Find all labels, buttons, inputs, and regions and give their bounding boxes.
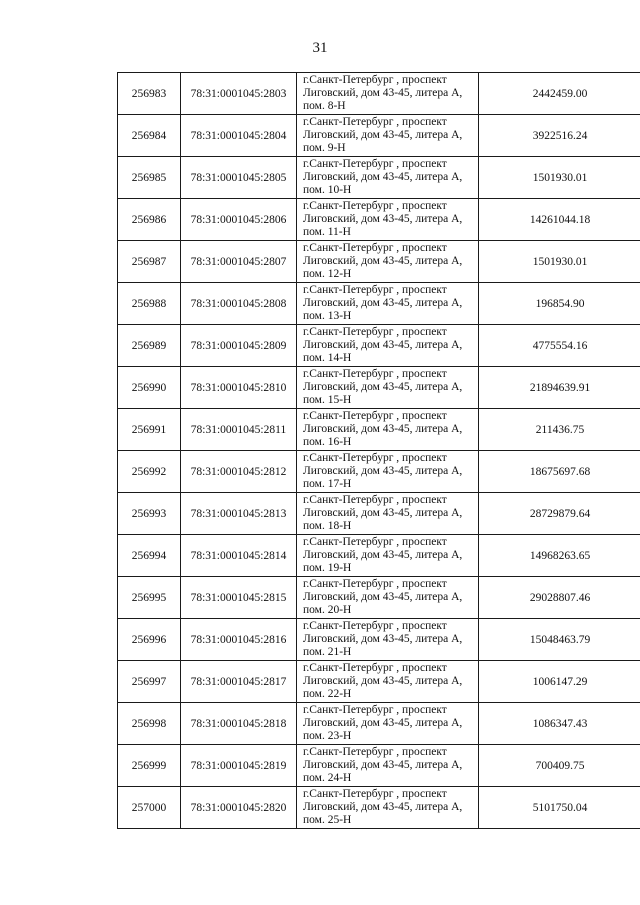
cadastral-number: 78:31:0001045:2803 <box>181 73 297 115</box>
record-number: 256995 <box>118 577 181 619</box>
address-line-1: г.Санкт-Петербург , проспект <box>303 578 447 590</box>
address-line-3: пом. 24-Н <box>303 772 352 784</box>
table-row <box>118 199 640 241</box>
address-line-2: Лиговский, дом 43-45, литера А, <box>303 759 463 771</box>
cadastral-value: 2442459.00 <box>479 73 640 115</box>
record-number: 256991 <box>118 409 181 451</box>
property-address <box>297 661 479 703</box>
address-line-1: г.Санкт-Петербург , проспект <box>303 368 447 380</box>
cadastral-number: 78:31:0001045:2815 <box>181 577 297 619</box>
address-line-2: Лиговский, дом 43-45, литера А, <box>303 255 463 267</box>
cadastral-value: 196854.90 <box>479 283 640 325</box>
cadastral-value: 15048463.79 <box>479 619 640 661</box>
address-line-3: пом. 19-Н <box>303 562 352 574</box>
property-address <box>297 703 479 745</box>
cadastral-number: 78:31:0001045:2819 <box>181 745 297 787</box>
cadastral-value: 18675697.68 <box>479 451 640 493</box>
table-row <box>118 577 640 619</box>
table-row <box>118 409 640 451</box>
cadastral-value: 1006147.29 <box>479 661 640 703</box>
record-number: 256998 <box>118 703 181 745</box>
address-line-3: пом. 17-Н <box>303 478 352 490</box>
table-row <box>118 661 640 703</box>
address-line-1: г.Санкт-Петербург , проспект <box>303 410 447 422</box>
property-address <box>297 157 479 199</box>
cadastral-value: 1501930.01 <box>479 157 640 199</box>
address-line-3: пом. 12-Н <box>303 268 352 280</box>
cadastral-value: 21894639.91 <box>479 367 640 409</box>
cadastral-number: 78:31:0001045:2807 <box>181 241 297 283</box>
record-number: 256997 <box>118 661 181 703</box>
address-line-3: пом. 14-Н <box>303 352 352 364</box>
record-number: 256988 <box>118 283 181 325</box>
address-line-2: Лиговский, дом 43-45, литера А, <box>303 87 463 99</box>
cadastral-number: 78:31:0001045:2810 <box>181 367 297 409</box>
address-line-1: г.Санкт-Петербург , проспект <box>303 74 447 86</box>
address-line-1: г.Санкт-Петербург , проспект <box>303 452 447 464</box>
property-address <box>297 199 479 241</box>
address-line-2: Лиговский, дом 43-45, литера А, <box>303 381 463 393</box>
property-address <box>297 283 479 325</box>
address-line-2: Лиговский, дом 43-45, литера А, <box>303 171 463 183</box>
property-address <box>297 409 479 451</box>
address-line-3: пом. 20-Н <box>303 604 352 616</box>
address-line-1: г.Санкт-Петербург , проспект <box>303 284 447 296</box>
address-line-3: пом. 15-Н <box>303 394 352 406</box>
record-number: 256996 <box>118 619 181 661</box>
address-line-2: Лиговский, дом 43-45, литера А, <box>303 339 463 351</box>
table-row <box>118 787 640 829</box>
address-line-3: пом. 10-Н <box>303 184 352 196</box>
record-number: 256987 <box>118 241 181 283</box>
record-number: 256983 <box>118 73 181 115</box>
record-number: 256989 <box>118 325 181 367</box>
property-table-body <box>118 73 640 829</box>
address-line-2: Лиговский, дом 43-45, литера А, <box>303 507 463 519</box>
address-line-2: Лиговский, дом 43-45, литера А, <box>303 297 463 309</box>
property-address <box>297 619 479 661</box>
address-line-3: пом. 13-Н <box>303 310 352 322</box>
record-number: 256993 <box>118 493 181 535</box>
address-line-2: Лиговский, дом 43-45, литера А, <box>303 213 463 225</box>
cadastral-value: 211436.75 <box>479 409 640 451</box>
cadastral-value: 4775554.16 <box>479 325 640 367</box>
address-line-1: г.Санкт-Петербург , проспект <box>303 242 447 254</box>
table-row <box>118 703 640 745</box>
property-address <box>297 535 479 577</box>
table-row <box>118 241 640 283</box>
cadastral-number: 78:31:0001045:2811 <box>181 409 297 451</box>
record-number: 256999 <box>118 745 181 787</box>
address-line-2: Лиговский, дом 43-45, литера А, <box>303 675 463 687</box>
table-row <box>118 745 640 787</box>
property-address <box>297 367 479 409</box>
address-line-3: пом. 8-Н <box>303 100 346 112</box>
address-line-3: пом. 16-Н <box>303 436 352 448</box>
address-line-1: г.Санкт-Петербург , проспект <box>303 158 447 170</box>
table-row <box>118 451 640 493</box>
property-address <box>297 73 479 115</box>
address-line-3: пом. 23-Н <box>303 730 352 742</box>
cadastral-value: 14968263.65 <box>479 535 640 577</box>
cadastral-number: 78:31:0001045:2820 <box>181 787 297 829</box>
address-line-2: Лиговский, дом 43-45, литера А, <box>303 633 463 645</box>
property-address <box>297 451 479 493</box>
address-line-2: Лиговский, дом 43-45, литера А, <box>303 465 463 477</box>
cadastral-value: 29028807.46 <box>479 577 640 619</box>
address-line-1: г.Санкт-Петербург , проспект <box>303 620 447 632</box>
cadastral-number: 78:31:0001045:2818 <box>181 703 297 745</box>
record-number: 256994 <box>118 535 181 577</box>
address-line-2: Лиговский, дом 43-45, литера А, <box>303 423 463 435</box>
property-address <box>297 115 479 157</box>
table-row <box>118 157 640 199</box>
address-line-3: пом. 9-Н <box>303 142 346 154</box>
address-line-2: Лиговский, дом 43-45, литера А, <box>303 549 463 561</box>
cadastral-number: 78:31:0001045:2805 <box>181 157 297 199</box>
cadastral-number: 78:31:0001045:2808 <box>181 283 297 325</box>
cadastral-number: 78:31:0001045:2804 <box>181 115 297 157</box>
cadastral-number: 78:31:0001045:2809 <box>181 325 297 367</box>
cadastral-value: 1086347.43 <box>479 703 640 745</box>
address-line-2: Лиговский, дом 43-45, литера А, <box>303 717 463 729</box>
address-line-3: пом. 22-Н <box>303 688 352 700</box>
table-row <box>118 115 640 157</box>
page-number: 31 <box>312 40 328 56</box>
property-address <box>297 745 479 787</box>
cadastral-number: 78:31:0001045:2806 <box>181 199 297 241</box>
address-line-1: г.Санкт-Петербург , проспект <box>303 326 447 338</box>
address-line-3: пом. 11-Н <box>303 226 351 238</box>
property-address <box>297 577 479 619</box>
property-address <box>297 241 479 283</box>
table-row <box>118 619 640 661</box>
address-line-3: пом. 25-Н <box>303 814 352 826</box>
table-row <box>118 493 640 535</box>
cadastral-value: 14261044.18 <box>479 199 640 241</box>
record-number: 256990 <box>118 367 181 409</box>
property-address <box>297 325 479 367</box>
address-line-1: г.Санкт-Петербург , проспект <box>303 746 447 758</box>
address-line-1: г.Санкт-Петербург , проспект <box>303 116 447 128</box>
property-table <box>117 72 640 829</box>
record-number: 256986 <box>118 199 181 241</box>
address-line-2: Лиговский, дом 43-45, литера А, <box>303 129 463 141</box>
cadastral-number: 78:31:0001045:2817 <box>181 661 297 703</box>
table-row <box>118 535 640 577</box>
cadastral-number: 78:31:0001045:2816 <box>181 619 297 661</box>
cadastral-number: 78:31:0001045:2814 <box>181 535 297 577</box>
address-line-1: г.Санкт-Петербург , проспект <box>303 704 447 716</box>
address-line-1: г.Санкт-Петербург , проспект <box>303 662 447 674</box>
address-line-1: г.Санкт-Петербург , проспект <box>303 200 447 212</box>
table-row <box>118 325 640 367</box>
cadastral-number: 78:31:0001045:2813 <box>181 493 297 535</box>
address-line-3: пом. 18-Н <box>303 520 352 532</box>
address-line-2: Лиговский, дом 43-45, литера А, <box>303 591 463 603</box>
cadastral-value: 700409.75 <box>479 745 640 787</box>
table-row <box>118 73 640 115</box>
address-line-3: пом. 21-Н <box>303 646 352 658</box>
cadastral-value: 28729879.64 <box>479 493 640 535</box>
cadastral-value: 3922516.24 <box>479 115 640 157</box>
cadastral-number: 78:31:0001045:2812 <box>181 451 297 493</box>
record-number: 256984 <box>118 115 181 157</box>
cadastral-value: 1501930.01 <box>479 241 640 283</box>
property-address <box>297 787 479 829</box>
address-line-1: г.Санкт-Петербург , проспект <box>303 494 447 506</box>
address-line-1: г.Санкт-Петербург , проспект <box>303 536 447 548</box>
address-line-1: г.Санкт-Петербург , проспект <box>303 788 447 800</box>
table-row <box>118 367 640 409</box>
record-number: 256985 <box>118 157 181 199</box>
table-row <box>118 283 640 325</box>
address-line-2: Лиговский, дом 43-45, литера А, <box>303 801 463 813</box>
cadastral-value: 5101750.04 <box>479 787 640 829</box>
property-address <box>297 493 479 535</box>
record-number: 257000 <box>118 787 181 829</box>
record-number: 256992 <box>118 451 181 493</box>
